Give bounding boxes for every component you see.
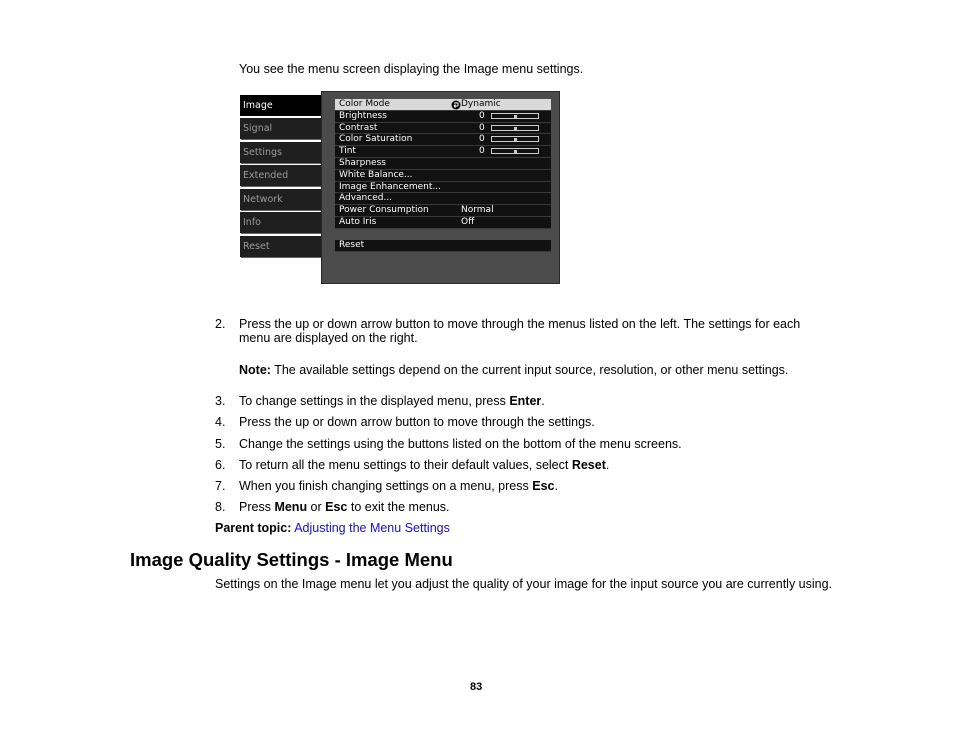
menu-row-number: 0 (479, 146, 485, 157)
menu-row-value: Normal (461, 205, 494, 216)
step-number: 8. (215, 500, 226, 514)
slider-knob[interactable] (514, 115, 517, 118)
step-text-part: To change settings in the displayed menu, press (239, 394, 510, 408)
step-text-part: . (605, 458, 610, 472)
menu-row-slider[interactable] (491, 113, 539, 119)
menu-row-white-balance[interactable] (335, 170, 551, 182)
menu-row-label: Sharpness (339, 158, 386, 168)
menu-row-slider[interactable] (491, 136, 539, 142)
step-text (239, 458, 609, 472)
step-number: 6. (215, 458, 226, 472)
sidebar-item-settings[interactable]: Settings (240, 142, 326, 163)
slider-knob[interactable] (514, 150, 517, 153)
slider-knob[interactable] (514, 127, 517, 130)
menu-row-number: 0 (479, 134, 485, 145)
menu-reset-row (335, 240, 551, 252)
step-text-part: When you finish changing settings on a menu, press (239, 479, 533, 493)
sidebar-item-extended[interactable]: Extended (240, 165, 326, 186)
sidebar-item-reset[interactable]: Reset (240, 236, 326, 257)
sidebar-item-info[interactable]: Info (240, 212, 326, 233)
step-key-name: Reset (571, 458, 606, 472)
intro-text: You see the menu screen displaying the Image menu settings. (239, 62, 584, 76)
step-text (239, 317, 819, 345)
step-key-name: Esc (325, 500, 348, 514)
menu-row-label: Auto Iris (339, 217, 377, 227)
menu-row-brightness[interactable] (335, 111, 551, 123)
menu-row-label: Image Enhancement... (339, 181, 441, 192)
step-text (239, 415, 595, 429)
menu-settings-panel (321, 91, 560, 284)
menu-row-sharpness[interactable] (335, 158, 551, 170)
note (239, 363, 788, 377)
page-number: 83 (470, 681, 483, 693)
menu-row-label: Color Mode (339, 99, 390, 109)
step-text-part: Press the up or down arrow button to move through the settings. (239, 415, 595, 429)
step-text-part: . (541, 394, 545, 408)
slider-knob[interactable] (514, 138, 517, 141)
step-text-part: Press (239, 500, 275, 514)
step-number: 3. (215, 394, 226, 408)
step-number: 7. (215, 479, 226, 493)
menu-row-label: Power Consumption (339, 205, 429, 216)
step-text-part: Press the up or down arrow button to move through the menus listed on the left. The settings for each menu are displayed on the right. (239, 317, 801, 345)
note-label: Note: (239, 363, 271, 377)
menu-row-number: 0 (479, 110, 485, 121)
menu-row-value: Dynamic (461, 99, 501, 109)
section-heading: Image Quality Settings - Image Menu (130, 549, 453, 570)
menu-row-label: Contrast (339, 122, 378, 133)
sidebar-item-image[interactable]: Image (240, 95, 326, 116)
step-text-part: or (307, 500, 326, 514)
step-text (239, 500, 450, 514)
menu-row-slider[interactable] (491, 148, 539, 154)
menu-row-tint[interactable] (335, 146, 551, 158)
sidebar-item-signal[interactable]: Signal (240, 118, 326, 139)
step-text (239, 479, 558, 493)
menu-row-label: Tint (339, 146, 356, 157)
menu-row-contrast[interactable] (335, 123, 551, 135)
sidebar-item-network[interactable]: Network (240, 189, 326, 210)
parent-topic-label: Parent topic: (215, 521, 292, 535)
step-text (239, 437, 682, 451)
return-arrow-icon (451, 100, 461, 110)
menu-row-image-enhancement[interactable] (335, 182, 551, 194)
step-key-name: Menu (274, 500, 308, 514)
menu-row-power-consumption[interactable] (335, 205, 551, 217)
menu-screenshot (239, 91, 560, 284)
menu-row-label: Advanced... (339, 193, 393, 204)
step-text-part: Change the settings using the buttons listed on the bottom of the menu screens. (239, 437, 682, 451)
step-number: 4. (215, 415, 226, 429)
step-number: 5. (215, 437, 226, 451)
step-text-part: To return all the menu settings to their default values, select (239, 458, 572, 472)
menu-row-label: Brightness (339, 110, 387, 121)
step-text (239, 394, 545, 408)
step-key-name: Esc (532, 479, 555, 493)
menu-row-label: White Balance... (339, 169, 413, 180)
menu-reset-label: Reset (339, 240, 365, 250)
menu-row-color-mode[interactable] (335, 99, 551, 111)
parent-topic (215, 521, 450, 535)
step-text-part: . (554, 479, 558, 493)
step-number: 2. (215, 317, 226, 331)
note-text: The available settings depend on the current input source, resolution, or other menu settings. (270, 363, 789, 377)
menu-row-label: Color Saturation (339, 134, 413, 145)
menu-row-number: 0 (479, 122, 485, 133)
parent-topic-link[interactable]: Adjusting the Menu Settings (294, 521, 450, 535)
menu-row-value: Off (461, 217, 475, 227)
step-key-name: Enter (509, 394, 542, 408)
menu-row-advanced[interactable] (335, 193, 551, 205)
step-text-part: to exit the menus. (347, 500, 450, 514)
menu-row-color-saturation[interactable] (335, 134, 551, 146)
menu-row-auto-iris[interactable] (335, 217, 551, 229)
section-text: Settings on the Image menu let you adjust the quality of your image for the input source you are currently using. (215, 577, 833, 591)
menu-row-slider[interactable] (491, 125, 539, 131)
